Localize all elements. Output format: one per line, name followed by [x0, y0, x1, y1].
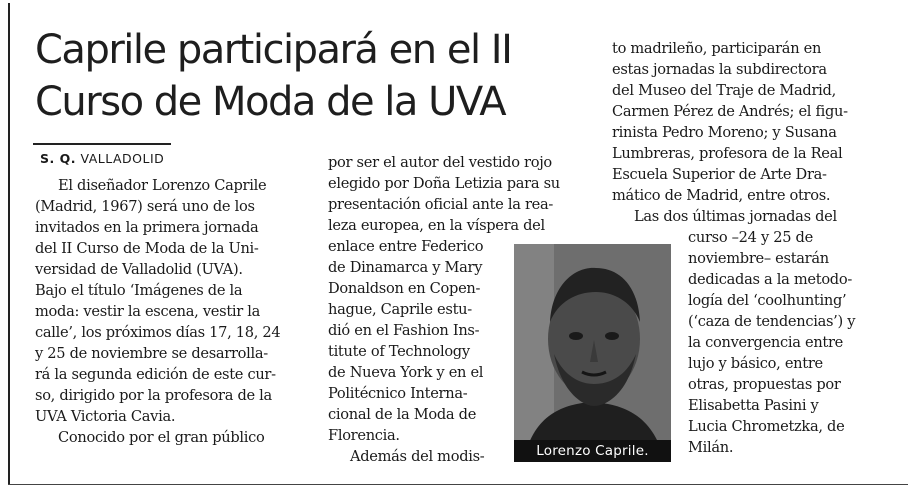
text-line: por ser el autor del vestido rojo: [328, 154, 552, 171]
text-line: El diseñador Lorenzo Caprile: [58, 177, 267, 194]
byline-location: VALLADOLID: [80, 151, 165, 166]
photo-caption: Lorenzo Caprile.: [514, 440, 671, 462]
bottom-rule: [8, 484, 908, 485]
text-line: del II Curso de Moda de la Uni-: [35, 240, 259, 257]
text-line: Elisabetta Pasini y: [688, 397, 819, 414]
headline-line-2: Curso de Moda de la UVA: [35, 79, 506, 125]
text-line: rá la segunda edición de este cur-: [35, 366, 276, 383]
text-line: titute of Technology: [328, 343, 470, 360]
portrait-photo: [514, 244, 671, 459]
byline-author: S. Q.: [40, 151, 76, 166]
text-line: (‘caza de tendencias’) y: [688, 313, 856, 330]
text-line: logía del ‘coolhunting’: [688, 292, 847, 309]
text-line: moda: vestir la escena, vestir la: [35, 303, 261, 320]
text-line: Además del modis-: [350, 448, 485, 465]
text-line: (Madrid, 1967) será uno de los: [35, 198, 255, 215]
text-line: presentación oficial ante la rea-: [328, 196, 554, 213]
text-line: Conocido por el gran público: [58, 429, 265, 446]
text-line: Carmen Pérez de Andrés; el figu-: [612, 103, 848, 120]
text-line: la convergencia entre: [688, 334, 843, 351]
text-line: leza europea, en la víspera del: [328, 217, 545, 234]
text-line: curso –24 y 25 de: [688, 229, 813, 246]
text-line: Florencia.: [328, 427, 400, 444]
text-line: noviembre– estarán: [688, 250, 829, 267]
text-line: dió en el Fashion Ins-: [328, 322, 480, 339]
text-line: del Museo del Traje de Madrid,: [612, 82, 836, 99]
text-line: Bajo el título ‘Imágenes de la: [35, 282, 243, 299]
portrait-illustration: [514, 244, 671, 459]
text-line: to madrileño, participarán en: [612, 40, 822, 57]
text-line: rinista Pedro Moreno; y Susana: [612, 124, 837, 141]
text-line: cional de la Moda de: [328, 406, 477, 423]
text-line: Escuela Superior de Arte Dra-: [612, 166, 827, 183]
text-line: Las dos últimas jornadas del: [634, 208, 837, 225]
headline-line-1: Caprile participará en el II: [35, 27, 512, 73]
text-line: hague, Caprile estu-: [328, 301, 472, 318]
text-line: UVA Victoria Cavia.: [35, 408, 176, 425]
text-line: calle’, los próximos días 17, 18, 24: [35, 324, 281, 341]
text-line: Politécnico Interna-: [328, 385, 468, 402]
text-line: mático de Madrid, entre otros.: [612, 187, 831, 204]
text-line: Lumbreras, profesora de la Real: [612, 145, 843, 162]
text-line: so, dirigido por la profesora de la: [35, 387, 272, 404]
text-line: de Nueva York y en el: [328, 364, 484, 381]
byline-rule: [33, 143, 171, 145]
text-line: invitados en la primera jornada: [35, 219, 259, 236]
text-line: estas jornadas la subdirectora: [612, 61, 827, 78]
text-line: dedicadas a la metodo-: [688, 271, 852, 288]
text-line: Lucia Chrometzka, de: [688, 418, 845, 435]
column-rule: [8, 3, 10, 485]
text-line: lujo y básico, entre: [688, 355, 823, 372]
byline: [40, 151, 164, 166]
text-line: Milán.: [688, 439, 734, 456]
text-line: de Dinamarca y Mary: [328, 259, 483, 276]
text-line: versidad de Valladolid (UVA).: [35, 261, 243, 278]
text-line: elegido por Doña Letizia para su: [328, 175, 560, 192]
text-line: otras, propuestas por: [688, 376, 841, 393]
headline: [35, 24, 595, 128]
text-line: enlace entre Federico: [328, 238, 484, 255]
text-line: Donaldson en Copen-: [328, 280, 481, 297]
text-line: y 25 de noviembre se desarrolla-: [35, 345, 268, 362]
